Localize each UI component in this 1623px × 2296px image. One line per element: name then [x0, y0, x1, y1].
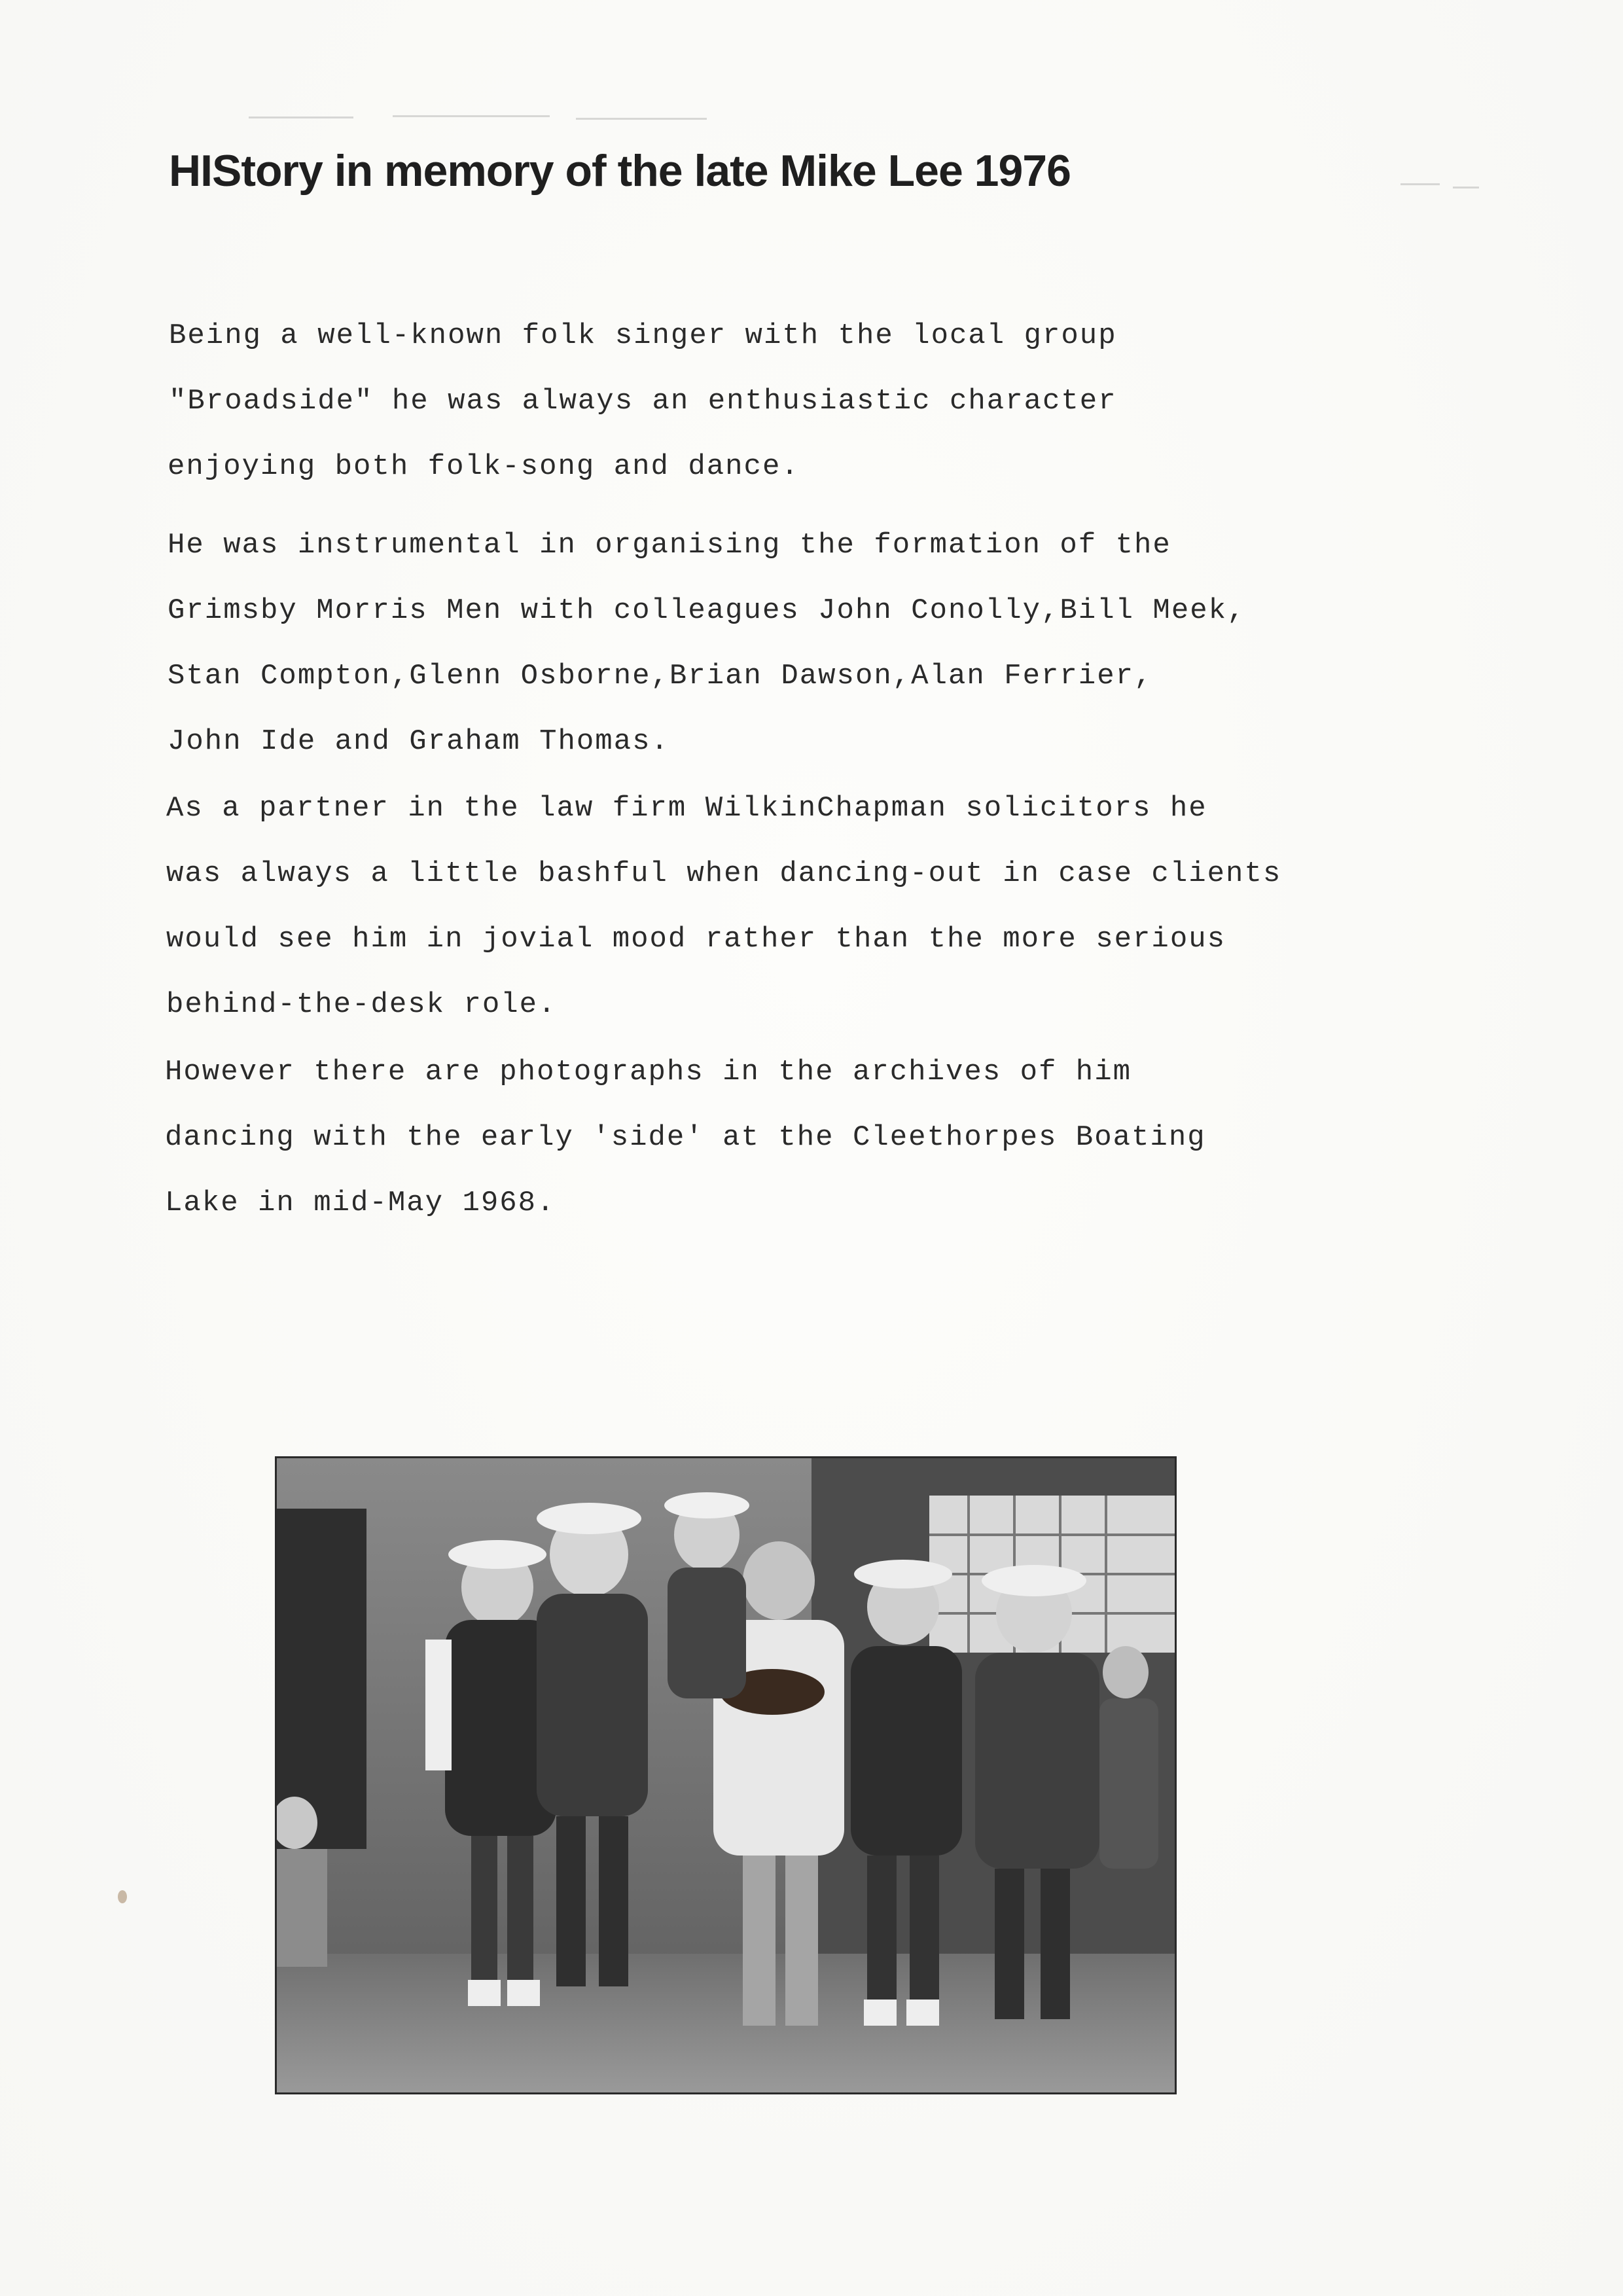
text-line: enjoying both folk-song and dance.: [168, 450, 800, 483]
text-line: Lake in mid-May 1968.: [165, 1187, 556, 1219]
photograph-image: [275, 1456, 1177, 2094]
text-line: Being a well-known folk singer with the local group: [169, 319, 1117, 352]
group-photograph: [275, 1456, 1177, 2094]
paper-speck: [118, 1890, 127, 1903]
text-line: However there are photographs in the archives of him: [165, 1056, 1132, 1088]
scan-artifact: [393, 115, 550, 117]
scan-artifact: [1453, 187, 1479, 188]
text-line: would see him in jovial mood rather than the more serious: [166, 923, 1226, 956]
text-line: "Broadside" he was always an enthusiastic character: [169, 385, 1117, 418]
text-line: dancing with the early 'side' at the Cleethorpes Boating: [165, 1121, 1206, 1154]
text-line: John Ide and Graham Thomas.: [168, 725, 669, 758]
page-title: HIStory in memory of the late Mike Lee 1976: [169, 146, 1071, 196]
text-line: was always a little bashful when dancing-out in case clients: [166, 857, 1282, 890]
text-line: He was instrumental in organising the formation of the: [168, 529, 1171, 562]
text-line: Stan Compton,Glenn Osborne,Brian Dawson,Alan Ferrier,: [168, 660, 1153, 692]
text-line: As a partner in the law firm WilkinChapman solicitors he: [166, 792, 1207, 825]
scan-artifact: [576, 118, 707, 120]
scan-artifact: [249, 117, 353, 118]
text-line: Grimsby Morris Men with colleagues John Conolly,Bill Meek,: [168, 594, 1246, 627]
scan-artifact: [1400, 183, 1440, 185]
text-line: behind-the-desk role.: [166, 988, 557, 1021]
